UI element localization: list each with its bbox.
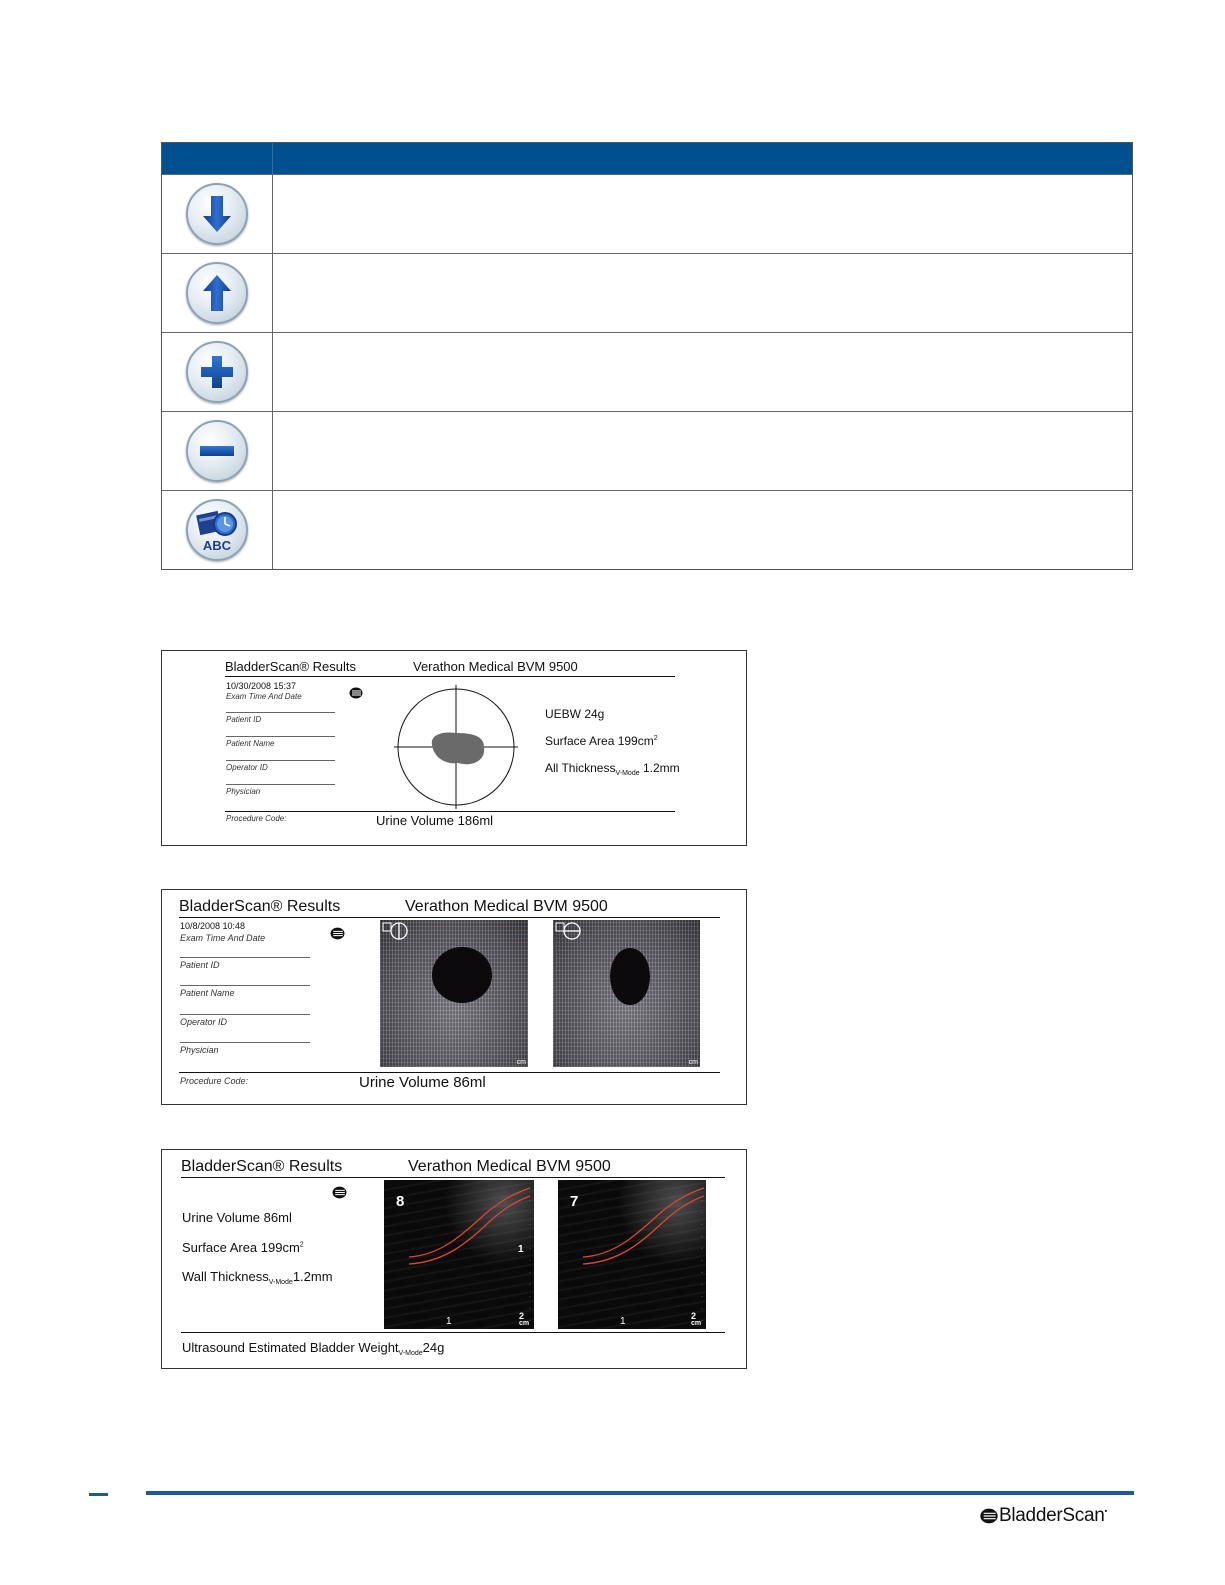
results-printout-circle xyxy=(161,650,747,846)
depth-unit: cm xyxy=(519,1320,530,1327)
exam-datetime: 10/8/2008 10:48 xyxy=(180,921,246,931)
footer-rule xyxy=(146,1491,1134,1495)
ultrasound-image-right xyxy=(558,1180,706,1329)
device-name: Verathon Medical BVM 9500 xyxy=(413,659,578,674)
bladder-weight-value: Ultrasound Estimated Bladder Weight$_{V-Mode}$24g xyxy=(182,1340,445,1357)
urine-volume: Urine Volume 86ml xyxy=(359,1074,486,1091)
footer-page-marker xyxy=(89,1493,108,1496)
table-row xyxy=(162,411,1132,490)
table-row xyxy=(162,253,1132,332)
bladderscan-logo-icon xyxy=(349,687,363,699)
table-row xyxy=(162,490,1132,569)
table-header xyxy=(162,143,1132,174)
depth-unit: cm xyxy=(691,1320,702,1327)
footer-brand xyxy=(979,1505,1107,1527)
table-row xyxy=(162,174,1132,253)
surface-area-value: Surface Area $199cm^2$ xyxy=(545,734,658,748)
brand-wordmark: BladderScan• xyxy=(999,1505,1108,1526)
results-printout-scans xyxy=(161,889,747,1105)
field-operator-id: Operator ID xyxy=(226,763,268,772)
ultrasound-image-left xyxy=(384,1180,534,1329)
depth-marker-1: 1 xyxy=(620,1316,626,1327)
device-name: Verathon Medical BVM 9500 xyxy=(405,898,608,915)
field-operator-id: Operator ID xyxy=(180,1017,228,1027)
table-header-cell-icon xyxy=(162,143,273,174)
uebw-value: UEBW 24g xyxy=(545,707,605,721)
procedure-code-label: Procedure Code: xyxy=(226,814,287,823)
depth-marker-1: 1 xyxy=(446,1316,452,1327)
bladderscan-logo-icon xyxy=(330,927,345,940)
field-patient-id: Patient ID xyxy=(226,715,262,724)
surface-area-value: Surface Area $199cm^2$ xyxy=(182,1240,304,1255)
urine-volume: Urine Volume 86ml xyxy=(182,1210,292,1225)
printout-title: BladderScan® Results xyxy=(181,1158,343,1175)
exam-datetime-label: Exam Time And Date xyxy=(180,933,266,943)
depth-marker-1: 1 xyxy=(518,1244,524,1255)
bladder-crosshair-diagram xyxy=(394,685,518,809)
minus-icon xyxy=(186,420,248,482)
scan-image-left xyxy=(380,920,528,1067)
urine-volume: Urine Volume 186ml xyxy=(376,813,494,828)
device-name: Verathon Medical BVM 9500 xyxy=(408,1158,611,1175)
abc-calendar-clock-icon xyxy=(186,499,248,561)
procedure-code-label: Procedure Code: xyxy=(180,1076,249,1086)
printout-title: BladderScan® Results xyxy=(225,659,356,674)
bladderscan-logo-icon xyxy=(979,1508,999,1524)
field-patient-id: Patient ID xyxy=(180,960,220,970)
field-physician: Physician xyxy=(226,787,261,796)
field-physician: Physician xyxy=(180,1045,219,1055)
icon-table xyxy=(161,142,1133,570)
scan-image-right xyxy=(553,920,700,1067)
arrow-up-icon xyxy=(186,262,248,324)
wall-thickness-value: Wall Thickness$_{V-Mode}$1.2mm xyxy=(182,1269,333,1286)
table-row xyxy=(162,332,1132,411)
exam-datetime: 10/30/2008 15:37 xyxy=(226,681,297,691)
field-patient-name: Patient Name xyxy=(226,739,275,748)
image-frame-number: 7 xyxy=(570,1193,579,1210)
field-patient-name: Patient Name xyxy=(180,988,235,998)
scan-unit: cm xyxy=(516,1059,526,1066)
image-frame-number: 8 xyxy=(396,1193,405,1210)
scan-unit: cm xyxy=(688,1059,698,1066)
exam-datetime-label: Exam Time And Date xyxy=(226,692,302,701)
depth-marker-2: 2 xyxy=(519,1311,525,1321)
plus-icon xyxy=(186,341,248,403)
printout-title: BladderScan® Results xyxy=(179,898,341,915)
bladderscan-logo-icon xyxy=(332,1186,347,1199)
arrow-down-icon xyxy=(186,183,248,245)
thickness-value: All Thickness$_{V-Mode}$ 1.2mm xyxy=(545,761,680,777)
results-printout-vmode xyxy=(161,1149,747,1369)
svg-text:ABC: ABC xyxy=(202,538,232,553)
depth-marker-2: 2 xyxy=(691,1311,697,1321)
